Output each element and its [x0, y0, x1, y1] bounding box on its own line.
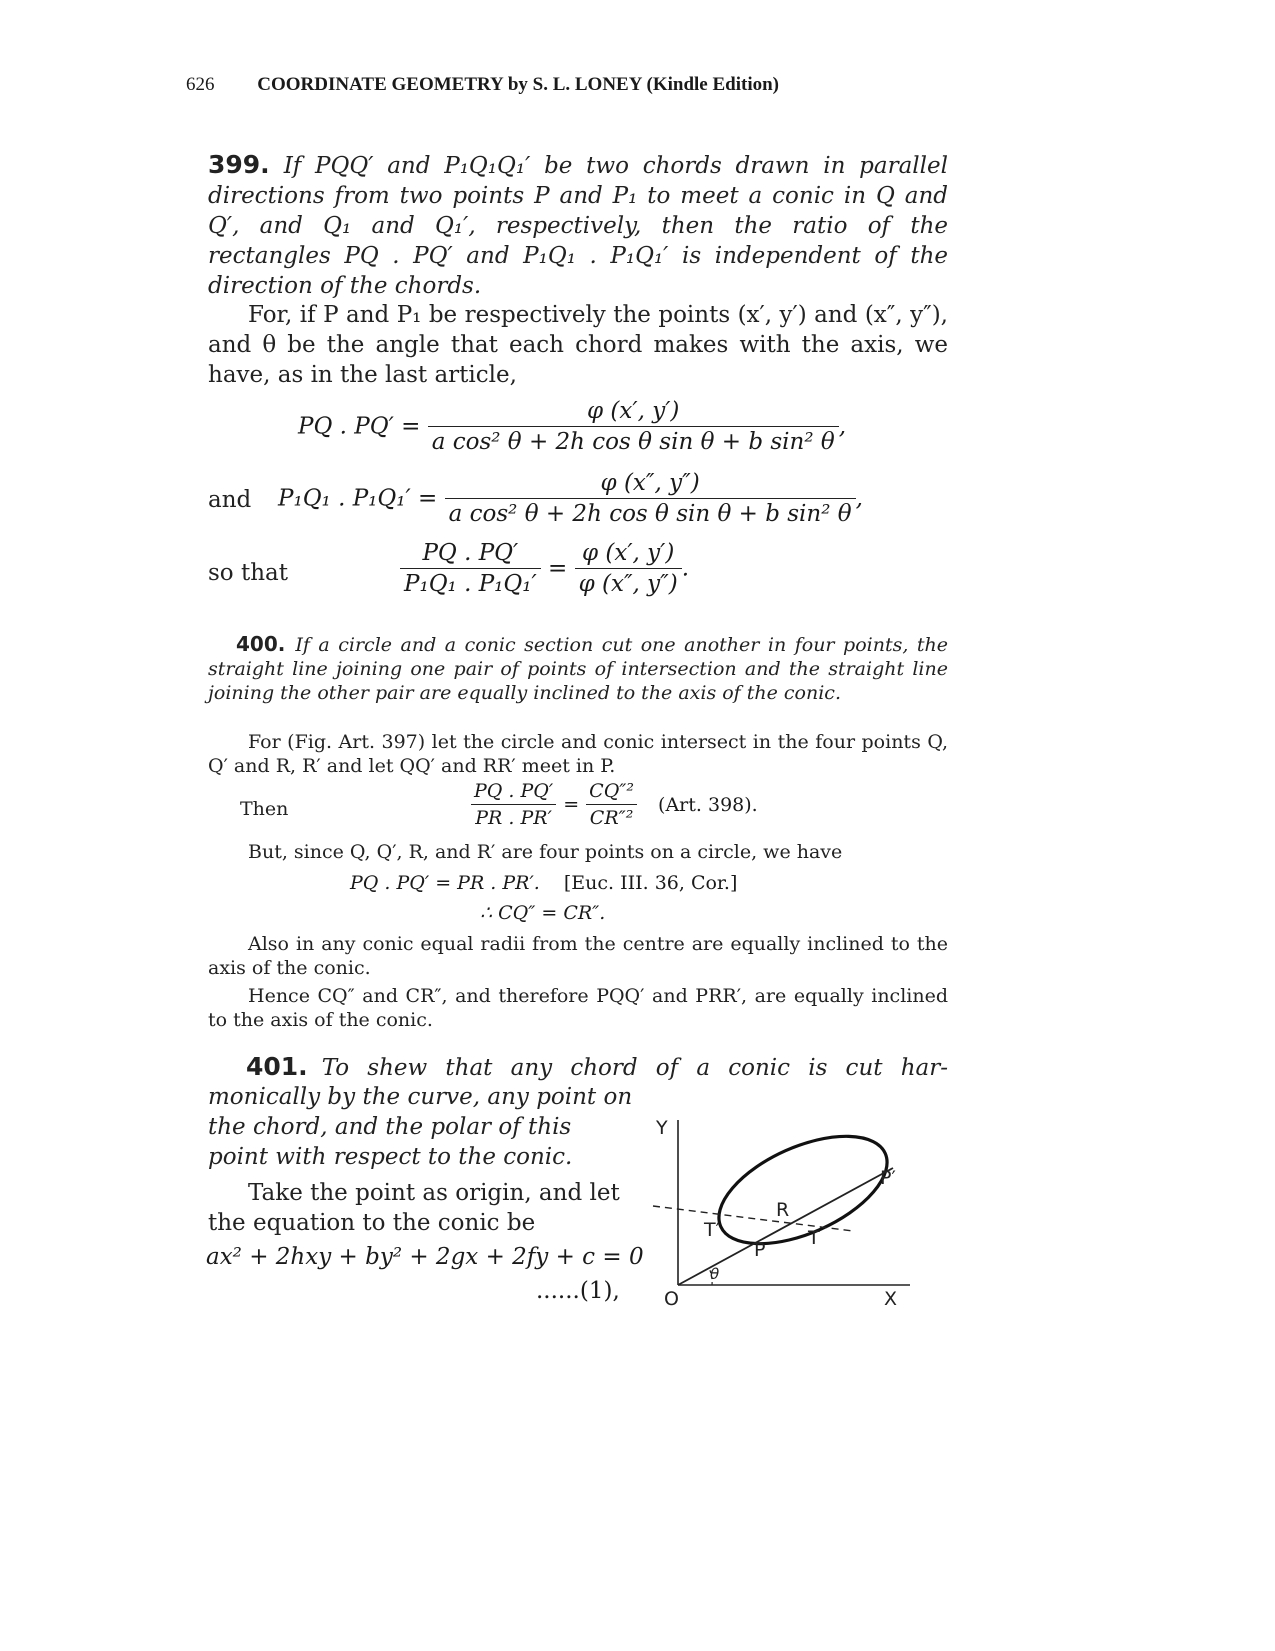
point-p-label: P — [754, 1239, 766, 1261]
page-number: 626 — [186, 74, 215, 95]
art400-eq1-reference: (Art. 398). — [658, 793, 758, 816]
art399-eq2-numerator: φ (x″, y″) — [600, 470, 700, 496]
polar-line — [653, 1206, 853, 1231]
art401-statement-line1 — [208, 1052, 948, 1083]
art400-eq1 — [470, 780, 758, 829]
art401-number: 401. — [246, 1052, 308, 1081]
art400-statement — [208, 632, 948, 705]
art399-and-label: and — [208, 487, 252, 513]
art400-eq1-left-numerator: PQ . PQ′ — [474, 780, 554, 802]
art399-eq3 — [400, 540, 689, 597]
art400-statement-text: If a circle and a conic section cut one another in four points, the straight line joining one pair of points of intersection and the straight line joining the other pair are equally inclined to the axis of the conic. — [208, 634, 948, 704]
conic-chord-figure — [648, 1110, 938, 1310]
art399-eq2-lhs: P₁Q₁ . P₁Q₁′ = — [278, 485, 438, 512]
art399-statement-text: If PQQ′ and P₁Q₁Q₁′ be two chords drawn in parallel directions from two points P and P₁ to meet a conic in Q and Q′, and Q₁ and Q₁′, respectively, then the ratio of the rectangles PQ . PQ′ and P₁Q₁ . P₁Q₁′ is independent of the direction of the chords. — [208, 153, 948, 299]
art399-eq2-denominator: a cos² θ + 2h cos θ sin θ + b sin² θ — [445, 498, 856, 527]
art401-equation-reference: ......(1), — [536, 1278, 620, 1304]
art400-eq2-reference: [Euc. III. 36, Cor.] — [563, 872, 738, 894]
art399-eq1-denominator: a cos² θ + 2h cos θ sin θ + b sin² θ — [428, 426, 839, 455]
art399-eq2 — [278, 470, 863, 527]
art400-eq3: ∴ CQ″ = CR″. — [480, 902, 606, 924]
art399-so-that-label: so that — [208, 560, 288, 586]
art399-eq1-numerator: φ (x′, y′) — [587, 398, 680, 424]
art400-eq1-right-denominator: CR″² — [586, 804, 638, 829]
art400-para1: For (Fig. Art. 397) let the circle and conic intersect in the four points Q, Q′ and R, R′ and let QQ′ and RR′ meet in P. — [208, 731, 948, 777]
art399-number: 399. — [208, 150, 270, 179]
point-r-label: R — [776, 1199, 790, 1221]
art399-eq3-equals: = — [548, 555, 568, 582]
book-title: COORDINATE GEOMETRY by S. L. LONEY (Kindle Edition) — [257, 74, 779, 95]
art399-eq3-period: . — [681, 555, 690, 582]
conic-ellipse — [703, 1114, 902, 1266]
art400-eq2 — [350, 872, 737, 894]
art400-then-label: Then — [240, 798, 289, 820]
y-axis-label: Y — [656, 1117, 668, 1139]
art399-eq1-comma: , — [838, 413, 847, 440]
origin-label: O — [664, 1288, 679, 1310]
art399-eq3-right-numerator: φ (x′, y′) — [581, 540, 675, 566]
art401-equation: ax² + 2hxy + by² + 2gx + 2fy + c = 0 — [206, 1244, 644, 1270]
art400-para3: Also in any conic equal radii from the centre are equally inclined to the axis of the conic. — [208, 933, 948, 979]
point-t-label: T — [808, 1227, 820, 1249]
art399-eq1 — [298, 398, 846, 455]
point-t-prime-label: T′ — [704, 1219, 720, 1241]
art400-para2: But, since Q, Q′, R, and R′ are four points on a circle, we have — [248, 841, 843, 863]
art399-eq3-right-denominator: φ (x″, y″) — [575, 568, 682, 597]
art399-statement — [208, 150, 948, 301]
art399-eq1-lhs: PQ . PQ′ = — [298, 413, 421, 440]
theta-label: θ — [710, 1265, 720, 1283]
art400-eq1-left-denominator: PR . PR′ — [471, 804, 556, 829]
art401-para1: Take the point as origin, and let the equation to the conic be — [208, 1180, 620, 1236]
art399-eq3-left-numerator: PQ . PQ′ — [422, 540, 519, 566]
art399-eq3-left-denominator: P₁Q₁ . P₁Q₁′ — [400, 568, 541, 597]
x-axis-label: X — [884, 1288, 898, 1310]
art400-eq2-text: PQ . PQ′ = PR . PR′. — [350, 872, 540, 894]
art400-para4: Hence CQ″ and CR″, and therefore PQQ′ and PRR′, are equally inclined to the axis of the conic. — [208, 985, 948, 1031]
art400-eq1-equals: = — [563, 793, 580, 816]
running-header — [186, 74, 779, 96]
art401-statement-line1-text: To shew that any chord of a conic is cut har- — [321, 1055, 948, 1081]
art400-eq1-right-numerator: CQ″² — [589, 780, 634, 802]
art401-statement-rest: monically by the curve, any point on the chord, and the polar of this point with respect to the conic. — [208, 1084, 633, 1170]
art399-eq2-comma: , — [855, 485, 863, 512]
art400-number: 400. — [236, 632, 286, 656]
art399-para1: For, if P and P₁ be respectively the points (x′, y′) and (x″, y″), and θ be the angle that each chord makes with the axis, we have, as in the last article, — [208, 302, 948, 388]
point-p-prime-label: P′ — [880, 1167, 896, 1189]
